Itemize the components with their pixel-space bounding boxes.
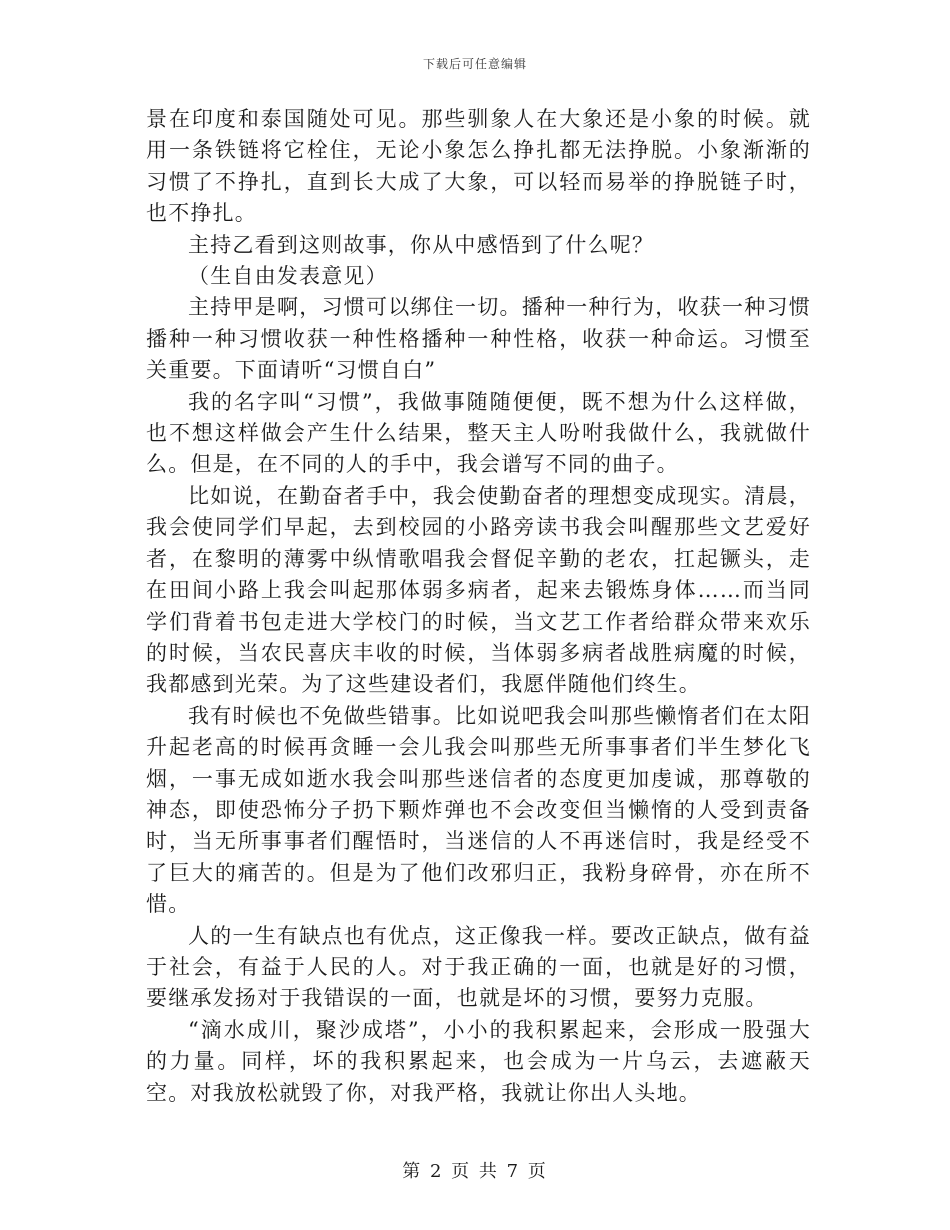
paragraph: 人的一生有缺点也有优点，这正像我一样。要改正缺点，做有益于社会，有益于人民的人。对于我正确的一面，也就是好的习惯，要继承发扬对于我错误的一面，也就是坏的习惯，要努力克服。 bbox=[146, 923, 811, 1011]
paragraph: 主持甲是啊，习惯可以绑住一切。播种一种行为，收获一种习惯播种一种习惯收获一种性格播种一种性格，收获一种命运。习惯至关重要。下面请听“习惯自白” bbox=[146, 295, 811, 383]
paragraph: 比如说，在勤奋者手中，我会使勤奋者的理想变成现实。清晨，我会使同学们早起，去到校园的小路旁读书我会叫醒那些文艺爱好者，在黎明的薄雾中纵情歌唱我会督促辛勤的老农，扛起镢头，走在田间小路上我会叫起那体弱多病者，起来去锻炼身体……而当同学们背着书包走进大学校门的时候，当文艺工作者给群众带来欢乐的时候，当农民喜庆丰收的时候，当体弱多病者战胜病魔的时候，我都感到光荣。为了这些建设者们，我愿伴随他们终生。 bbox=[146, 483, 811, 697]
page-number-footer: 第 2 页 共 7 页 bbox=[402, 1161, 548, 1182]
paragraph: 我的名字叫“习惯”，我做事随随便便，既不想为什么这样做，也不想这样做会产生什么结果，整天主人吩咐我做什么，我就做什么。但是，在不同的人的手中，我会谱写不同的曲子。 bbox=[146, 389, 811, 477]
paragraph: 我有时候也不免做些错事。比如说吧我会叫那些懒惰者们在太阳升起老高的时候再贪睡一会儿我会叫那些无所事事者们半生梦化飞烟，一事无成如逝水我会叫那些迷信者的态度更加虔诚，那尊敬的神态，即使恐怖分子扔下颗炸弹也不会改变但当懒惰的人受到责备时，当无所事事者们醒悟时，当迷信的人不再迷信时，我是经受不了巨大的痛苦的。但是为了他们改邪归正，我粉身碎骨，亦在所不惜。 bbox=[146, 703, 811, 917]
paragraph: （生自由发表意见） bbox=[188, 264, 388, 289]
paragraph: 景在印度和泰国随处可见。那些驯象人在大象还是小象的时候。就用一条铁链将它栓住，无论小象怎么挣扎都无法挣脱。小象渐渐的习惯了不挣扎，直到长大成了大象，可以轻而易举的挣脱链子时，也不挣扎。 bbox=[146, 107, 811, 226]
paragraph: “滴水成川，聚沙成塔”，小小的我积累起来，会形成一股强大的力量。同样，坏的我积累起来，也会成为一片乌云，去遮蔽天空。对我放松就毁了你，对我严格，我就让你出人头地。 bbox=[146, 1017, 811, 1105]
document-body bbox=[146, 104, 811, 1109]
page-header: 下载后可任意编辑 bbox=[422, 57, 527, 71]
paragraph: 主持乙看到这则故事，你从中感悟到了什么呢？ bbox=[188, 232, 655, 257]
